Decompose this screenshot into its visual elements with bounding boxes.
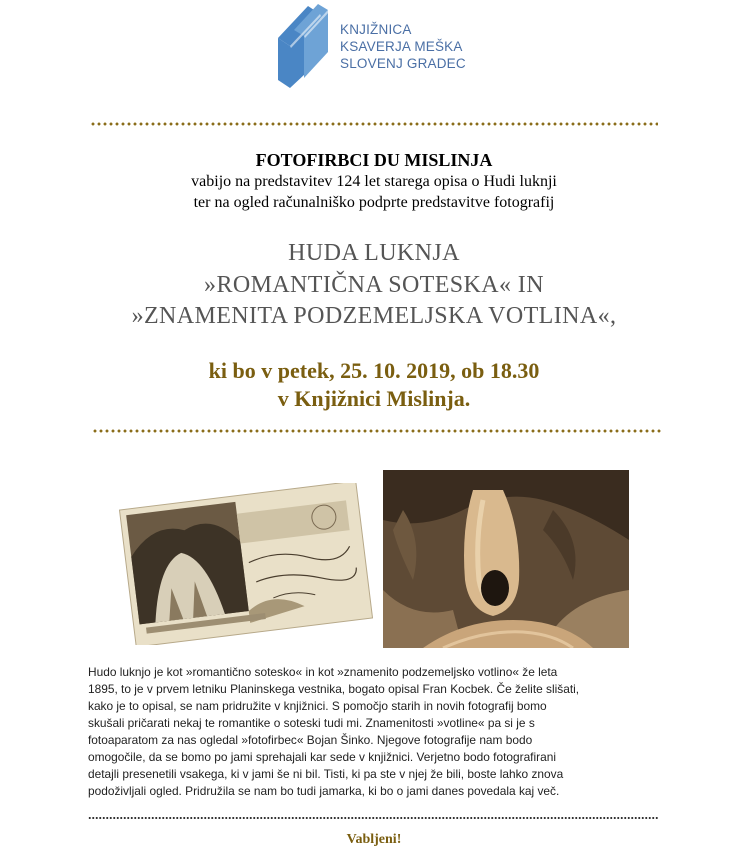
description-line: Hudo luknjo je kot »romantično sotesko« in kot »znamenito podzemeljsko votlino« že leta bbox=[88, 665, 558, 679]
description-line: omogočile, da se bomo po jami sprehajali kar sede v knjižnici. Verjetno bodo fotografirani bbox=[88, 750, 556, 764]
title-line-3: »ZNAMENITA PODZEMELJSKA VOTLINA«, bbox=[131, 303, 617, 329]
description-line: fotoaparatom za nas ogledal »fotofirbec« Bojan Šinko. Njegove fotografije nam bodo bbox=[88, 733, 533, 747]
description-line: podoživljali ogled. Pridružila se nam bo tudi jamarka, ki bo o jami danes povedala kaj več. bbox=[88, 784, 560, 798]
title-line-2: »ROMANTIČNA SOTESKA« IN bbox=[204, 272, 544, 298]
invitation-closing: Vabljeni! bbox=[346, 832, 402, 847]
invitation-line-1: vabijo na predstavitev 124 let starega opisa o Hudi luknji bbox=[191, 173, 557, 190]
top-divider bbox=[90, 122, 658, 126]
event-date: ki bo v petek, 25. 10. 2019, ob 18.30 bbox=[208, 358, 540, 383]
event-location: v Knjižnici Mislinja. bbox=[277, 386, 471, 411]
description-text bbox=[88, 664, 688, 800]
title-line-1: HUDA LUKNJA bbox=[288, 240, 460, 266]
description-line: skušali pričarati nekaj te romantike o soteski tudi mi. Znamenitosti »votline« pa si je s bbox=[88, 716, 535, 730]
bottom-divider bbox=[88, 815, 658, 821]
cave-image bbox=[383, 470, 629, 648]
logo-line-1: KNJIŽNICA bbox=[340, 22, 412, 37]
description-line: kako je to opisal, se nam pridružite v knjižnici. S pomočjo starih in novih fotografij bomo bbox=[88, 699, 547, 713]
invitation-line-2: ter na ogled računalniško podprte predstavitve fotografij bbox=[193, 194, 555, 211]
description-line: detajli presenetili vsakega, ki v jami še ni bil. Tisti, ki pa ste v njej že bili, boste lahko znova bbox=[88, 767, 564, 781]
books-icon bbox=[274, 0, 340, 90]
logo-line-2: KSAVERJA MEŠKA bbox=[340, 39, 463, 54]
middle-divider bbox=[92, 429, 662, 433]
description-line: 1895, to je v prvem letniku Planinskega vestnika, bogato opisal Fran Kocbek. Če želite slišati, bbox=[88, 682, 580, 696]
logo-line-3: SLOVENJ GRADEC bbox=[340, 56, 466, 71]
library-logo bbox=[274, 0, 464, 90]
postcard-image bbox=[119, 483, 373, 645]
organizer-name: FOTOFIRBCI DU MISLINJA bbox=[255, 150, 493, 170]
